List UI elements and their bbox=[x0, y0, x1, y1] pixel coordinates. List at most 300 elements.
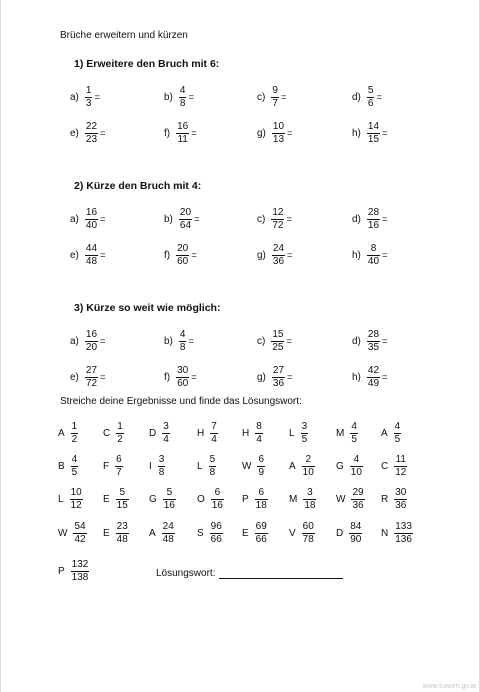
fraction bbox=[272, 244, 285, 267]
fraction bbox=[158, 455, 166, 478]
fraction bbox=[176, 366, 189, 389]
solution-letter: M bbox=[289, 494, 298, 505]
fraction-denominator: 9 bbox=[258, 467, 265, 478]
fraction-numerator: 42 bbox=[367, 365, 380, 376]
equals-sign: = bbox=[280, 92, 287, 103]
fraction bbox=[176, 244, 189, 267]
fraction-denominator: 18 bbox=[304, 500, 316, 511]
fraction bbox=[394, 422, 402, 445]
fraction-denominator: 64 bbox=[179, 220, 192, 231]
fraction-numerator: 15 bbox=[272, 329, 284, 340]
fraction-numerator: 96 bbox=[210, 521, 222, 532]
equals-sign: = bbox=[286, 336, 293, 347]
equals-sign: = bbox=[191, 372, 197, 383]
exercise-label: b) bbox=[164, 336, 173, 347]
fraction-denominator: 72 bbox=[85, 378, 98, 389]
fraction-denominator: 7 bbox=[116, 467, 122, 478]
fraction-denominator: 15 bbox=[367, 134, 380, 145]
fraction bbox=[367, 122, 380, 145]
section-heading: 2) Kürze den Bruch mit 4: bbox=[74, 180, 202, 192]
fraction bbox=[211, 488, 224, 511]
solution-pair bbox=[197, 422, 218, 445]
solution-pair bbox=[242, 455, 265, 478]
fraction bbox=[349, 522, 362, 545]
fraction-denominator: 16 bbox=[367, 220, 380, 231]
solution-pair bbox=[103, 522, 129, 545]
equals-sign: = bbox=[100, 214, 106, 225]
fraction bbox=[85, 208, 98, 231]
fraction bbox=[176, 122, 189, 145]
fraction-numerator: 28 bbox=[367, 207, 380, 218]
fraction bbox=[85, 86, 93, 109]
fraction bbox=[367, 330, 380, 353]
fraction bbox=[179, 208, 192, 231]
exercise-label: c) bbox=[257, 92, 266, 103]
solution-pair bbox=[197, 522, 223, 545]
fraction-denominator: 5 bbox=[71, 467, 78, 478]
fraction bbox=[255, 488, 268, 511]
solution-letter: A bbox=[289, 461, 296, 472]
fraction bbox=[85, 330, 98, 353]
fraction-denominator: 23 bbox=[85, 134, 98, 145]
exercise-item bbox=[352, 86, 382, 109]
solution-pair bbox=[242, 522, 268, 545]
solution-pair bbox=[381, 488, 407, 511]
fraction-denominator: 15 bbox=[116, 500, 128, 511]
fraction-numerator: 1 bbox=[71, 421, 78, 432]
answer-line bbox=[219, 568, 343, 579]
fraction-numerator: 6 bbox=[258, 454, 265, 465]
solution-letter: E bbox=[103, 494, 110, 505]
fraction-denominator: 6 bbox=[367, 98, 374, 109]
equals-sign: = bbox=[100, 372, 106, 383]
fraction bbox=[115, 455, 123, 478]
fraction-denominator: 7 bbox=[272, 98, 278, 109]
exercise-item bbox=[70, 244, 106, 267]
fraction-denominator: 40 bbox=[367, 256, 380, 267]
fraction-numerator: 27 bbox=[85, 365, 98, 376]
fraction bbox=[272, 366, 285, 389]
solution-pair bbox=[103, 422, 124, 445]
answer-label: Lösungswort: bbox=[156, 568, 216, 579]
fraction-numerator: 30 bbox=[395, 487, 407, 498]
fraction bbox=[85, 366, 98, 389]
solution-pair bbox=[242, 488, 268, 511]
solution-pair bbox=[197, 488, 224, 511]
fraction-numerator: 132 bbox=[71, 559, 89, 570]
fraction-denominator: 25 bbox=[272, 342, 284, 353]
exercise-label: d) bbox=[352, 336, 361, 347]
exercise-item bbox=[164, 244, 197, 267]
solution-letter: G bbox=[149, 494, 157, 505]
exercise-label: g) bbox=[257, 372, 266, 383]
fraction bbox=[394, 455, 407, 478]
solution-letter: C bbox=[103, 428, 111, 439]
exercise-item bbox=[257, 244, 293, 267]
fraction bbox=[301, 422, 309, 445]
exercise-label: a) bbox=[70, 92, 79, 103]
fraction-numerator: 5 bbox=[367, 85, 374, 96]
solution-pair bbox=[103, 488, 129, 511]
answer-row bbox=[156, 568, 343, 579]
solution-pair bbox=[58, 455, 78, 478]
fraction bbox=[179, 330, 187, 353]
fraction-denominator: 90 bbox=[350, 534, 362, 545]
fraction bbox=[367, 86, 375, 109]
fraction-numerator: 1 bbox=[85, 85, 92, 96]
fraction-denominator: 8 bbox=[209, 467, 216, 478]
equals-sign: = bbox=[376, 92, 383, 103]
exercise-item bbox=[70, 366, 106, 389]
exercise-label: f) bbox=[164, 372, 171, 383]
solution-pair bbox=[197, 455, 216, 478]
solution-letter: P bbox=[58, 566, 65, 577]
fraction-numerator: 5 bbox=[209, 454, 216, 465]
equals-sign: = bbox=[286, 214, 293, 225]
fraction bbox=[179, 86, 187, 109]
exercise-label: f) bbox=[164, 128, 171, 139]
equals-sign: = bbox=[100, 250, 106, 261]
fraction-numerator: 14 bbox=[367, 121, 380, 132]
fraction bbox=[73, 522, 86, 545]
equals-sign: = bbox=[382, 372, 388, 383]
solution-letter: B bbox=[58, 461, 65, 472]
fraction-denominator: 42 bbox=[74, 534, 86, 545]
fraction-numerator: 8 bbox=[370, 243, 377, 254]
exercise-label: e) bbox=[70, 250, 79, 261]
fraction bbox=[302, 522, 315, 545]
fraction-numerator: 4 bbox=[353, 454, 360, 465]
equals-sign: = bbox=[94, 92, 101, 103]
exercise-label: d) bbox=[352, 214, 361, 225]
equals-sign: = bbox=[382, 128, 388, 139]
fraction-denominator: 36 bbox=[272, 378, 285, 389]
exercise-item bbox=[164, 122, 197, 145]
exercise-item bbox=[352, 244, 388, 267]
fraction bbox=[255, 522, 268, 545]
exercise-item bbox=[70, 330, 106, 353]
solution-pair bbox=[149, 522, 175, 545]
solution-pair bbox=[289, 488, 316, 511]
fraction bbox=[367, 244, 380, 267]
fraction bbox=[71, 455, 79, 478]
fraction-denominator: 12 bbox=[70, 500, 82, 511]
exercise-item bbox=[70, 86, 100, 109]
fraction-denominator: 13 bbox=[272, 134, 285, 145]
fraction bbox=[303, 488, 316, 511]
fraction-denominator: 5 bbox=[394, 434, 401, 445]
fraction-numerator: 44 bbox=[85, 243, 98, 254]
fraction bbox=[367, 208, 380, 231]
equals-sign: = bbox=[100, 128, 106, 139]
solution-pair bbox=[58, 522, 87, 545]
fraction-denominator: 10 bbox=[350, 467, 362, 478]
fraction bbox=[70, 488, 83, 511]
exercise-item bbox=[257, 208, 292, 231]
fraction-numerator: 11 bbox=[395, 454, 406, 465]
exercise-item bbox=[257, 366, 293, 389]
exercise-label: e) bbox=[70, 372, 79, 383]
solution-pair bbox=[336, 422, 358, 445]
fraction bbox=[71, 560, 90, 583]
fraction-numerator: 54 bbox=[74, 521, 86, 532]
fraction-numerator: 6 bbox=[214, 487, 221, 498]
fraction-numerator: 29 bbox=[352, 487, 364, 498]
exercise-label: b) bbox=[164, 92, 173, 103]
exercise-item bbox=[257, 122, 293, 145]
fraction bbox=[351, 488, 364, 511]
solution-letter: D bbox=[149, 428, 157, 439]
equals-sign: = bbox=[194, 214, 200, 225]
fraction bbox=[350, 455, 363, 478]
solution-letter: S bbox=[197, 528, 204, 539]
fraction-denominator: 8 bbox=[158, 467, 165, 478]
fraction-numerator: 16 bbox=[85, 329, 98, 340]
exercise-item bbox=[164, 86, 194, 109]
fraction-denominator: 5 bbox=[301, 434, 308, 445]
fraction bbox=[302, 455, 315, 478]
fraction-numerator: 24 bbox=[272, 243, 285, 254]
solution-pair bbox=[336, 488, 365, 511]
solution-pair bbox=[58, 488, 83, 511]
solution-letter: A bbox=[149, 528, 156, 539]
fraction-denominator: 3 bbox=[85, 98, 92, 109]
exercise-label: a) bbox=[70, 214, 79, 225]
solution-letter: C bbox=[381, 461, 389, 472]
fraction-numerator: 24 bbox=[162, 521, 174, 532]
exercise-item bbox=[70, 122, 106, 145]
fraction bbox=[116, 522, 129, 545]
fraction-denominator: 18 bbox=[255, 500, 267, 511]
fraction bbox=[367, 366, 380, 389]
fraction-denominator: 138 bbox=[71, 572, 89, 583]
fraction-numerator: 22 bbox=[85, 121, 98, 132]
fraction-denominator: 5 bbox=[351, 434, 357, 445]
fraction-denominator: 136 bbox=[395, 534, 412, 545]
fraction bbox=[257, 455, 265, 478]
solution-letter: H bbox=[197, 428, 205, 439]
solution-letter: W bbox=[242, 461, 252, 472]
solution-letter: D bbox=[336, 528, 344, 539]
fraction-denominator: 48 bbox=[116, 534, 128, 545]
exercise-label: g) bbox=[257, 250, 266, 261]
fraction-denominator: 48 bbox=[85, 256, 98, 267]
fraction-numerator: 3 bbox=[158, 454, 165, 465]
fraction-numerator: 4 bbox=[71, 454, 78, 465]
fraction-denominator: 10 bbox=[302, 467, 314, 478]
exercise-label: d) bbox=[352, 92, 361, 103]
equals-sign: = bbox=[287, 372, 293, 383]
solution-pair bbox=[242, 422, 263, 445]
fraction-numerator: 10 bbox=[272, 121, 285, 132]
section-heading: 1) Erweitere den Bruch mit 6: bbox=[74, 58, 220, 70]
fraction-numerator: 20 bbox=[177, 243, 189, 254]
equals-sign: = bbox=[188, 336, 195, 347]
solution-letter: A bbox=[58, 428, 65, 439]
fraction-denominator: 4 bbox=[211, 434, 217, 445]
fraction-denominator: 35 bbox=[367, 342, 380, 353]
solution-letter: E bbox=[242, 528, 249, 539]
fraction-denominator: 2 bbox=[71, 434, 78, 445]
fraction-numerator: 12 bbox=[272, 207, 284, 218]
exercise-label: h) bbox=[352, 250, 361, 261]
exercise-item bbox=[257, 86, 286, 109]
solution-letter: N bbox=[381, 528, 389, 539]
fraction-denominator: 78 bbox=[302, 534, 314, 545]
solution-pair bbox=[289, 455, 315, 478]
fraction-numerator: 30 bbox=[177, 365, 189, 376]
solution-letter: A bbox=[381, 428, 388, 439]
exercise-item bbox=[164, 366, 197, 389]
fraction-numerator: 6 bbox=[116, 454, 122, 465]
fraction-numerator: 23 bbox=[116, 521, 128, 532]
exercise-label: e) bbox=[70, 128, 79, 139]
solution-letter: L bbox=[289, 428, 295, 439]
solution-letter: F bbox=[103, 461, 110, 472]
fraction-numerator: 4 bbox=[351, 421, 357, 432]
exercise-label: c) bbox=[257, 336, 266, 347]
solution-pair bbox=[336, 455, 363, 478]
fraction-numerator: 6 bbox=[258, 487, 265, 498]
solution-pair bbox=[381, 522, 413, 545]
exercise-item bbox=[352, 122, 388, 145]
fraction-denominator: 36 bbox=[352, 500, 364, 511]
fraction-numerator: 7 bbox=[211, 421, 217, 432]
exercise-label: c) bbox=[257, 214, 266, 225]
fraction-denominator: 2 bbox=[117, 434, 123, 445]
fraction-numerator: 10 bbox=[70, 487, 82, 498]
equals-sign: = bbox=[287, 128, 293, 139]
fraction-denominator: 16 bbox=[163, 500, 175, 511]
fraction-numerator: 4 bbox=[179, 329, 186, 340]
solution-letter: V bbox=[289, 528, 296, 539]
fraction-numerator: 16 bbox=[177, 121, 189, 132]
solution-letter: W bbox=[58, 528, 68, 539]
exercise-label: b) bbox=[164, 214, 173, 225]
fraction bbox=[85, 244, 98, 267]
fraction-numerator: 20 bbox=[179, 207, 192, 218]
fraction-denominator: 8 bbox=[179, 98, 186, 109]
fraction bbox=[71, 422, 79, 445]
fraction-numerator: 3 bbox=[301, 421, 308, 432]
fraction-denominator: 4 bbox=[163, 434, 169, 445]
exercise-item bbox=[164, 330, 194, 353]
solution-pair bbox=[289, 522, 315, 545]
page-border-left bbox=[0, 0, 1, 692]
fraction-numerator: 133 bbox=[395, 521, 412, 532]
fraction bbox=[209, 455, 217, 478]
solution-letter: G bbox=[336, 461, 344, 472]
fraction-denominator: 60 bbox=[177, 378, 189, 389]
fraction-denominator: 36 bbox=[395, 500, 407, 511]
exercise-item bbox=[352, 366, 388, 389]
fraction-denominator: 66 bbox=[210, 534, 222, 545]
fraction-denominator: 8 bbox=[179, 342, 186, 353]
equals-sign: = bbox=[188, 92, 195, 103]
fraction bbox=[85, 122, 98, 145]
exercise-item bbox=[164, 208, 200, 231]
fraction-numerator: 2 bbox=[305, 454, 312, 465]
exercise-label: a) bbox=[70, 336, 79, 347]
fraction bbox=[272, 122, 285, 145]
solution-letter: O bbox=[197, 494, 205, 505]
fraction-numerator: 9 bbox=[272, 85, 278, 96]
solution-pair bbox=[149, 455, 165, 478]
exercise-label: f) bbox=[164, 250, 171, 261]
fraction-denominator: 12 bbox=[395, 467, 407, 478]
fraction-denominator: 16 bbox=[211, 500, 223, 511]
fraction-numerator: 69 bbox=[255, 521, 267, 532]
fraction bbox=[271, 208, 284, 231]
equals-sign: = bbox=[287, 250, 293, 261]
fraction-numerator: 4 bbox=[394, 421, 401, 432]
solution-pair bbox=[103, 455, 123, 478]
instruction-text: Streiche deine Ergebnisse und finde das Lösungswort: bbox=[60, 396, 302, 407]
solution-pair bbox=[149, 422, 170, 445]
exercise-item bbox=[257, 330, 292, 353]
fraction-numerator: 60 bbox=[302, 521, 314, 532]
fraction bbox=[163, 488, 176, 511]
solution-pair bbox=[381, 455, 407, 478]
solution-letter: H bbox=[242, 428, 250, 439]
fraction-denominator: 60 bbox=[177, 256, 189, 267]
solution-pair bbox=[289, 422, 308, 445]
equals-sign: = bbox=[191, 250, 197, 261]
fraction-denominator: 4 bbox=[256, 434, 262, 445]
exercise-label: h) bbox=[352, 128, 361, 139]
worksheet-title: Brüche erweitern und kürzen bbox=[60, 30, 188, 41]
solution-pair bbox=[58, 422, 78, 445]
equals-sign: = bbox=[382, 336, 388, 347]
fraction bbox=[162, 422, 170, 445]
solution-pair bbox=[336, 522, 362, 545]
fraction-numerator: 3 bbox=[163, 421, 169, 432]
fraction bbox=[271, 330, 284, 353]
watermark: www.tuwien.gv.at bbox=[422, 683, 476, 690]
equals-sign: = bbox=[382, 250, 388, 261]
solution-letter: W bbox=[336, 494, 346, 505]
exercise-label: h) bbox=[352, 372, 361, 383]
fraction bbox=[350, 422, 358, 445]
fraction-denominator: 20 bbox=[85, 342, 98, 353]
solution-letter: M bbox=[336, 428, 345, 439]
solution-pair bbox=[381, 422, 401, 445]
fraction-denominator: 48 bbox=[162, 534, 174, 545]
solution-pair bbox=[58, 560, 89, 583]
equals-sign: = bbox=[191, 128, 197, 139]
fraction-denominator: 40 bbox=[85, 220, 98, 231]
fraction-numerator: 27 bbox=[272, 365, 285, 376]
solution-letter: I bbox=[149, 461, 152, 472]
fraction-denominator: 49 bbox=[367, 378, 380, 389]
fraction bbox=[162, 522, 175, 545]
equals-sign: = bbox=[382, 214, 388, 225]
fraction-numerator: 84 bbox=[350, 521, 362, 532]
solution-pair bbox=[149, 488, 176, 511]
fraction-denominator: 36 bbox=[272, 256, 285, 267]
solution-letter: R bbox=[381, 494, 389, 505]
fraction bbox=[210, 422, 218, 445]
section-heading: 3) Kürze so weit wie möglich: bbox=[74, 302, 221, 314]
solution-letter: L bbox=[58, 494, 64, 505]
fraction bbox=[116, 422, 124, 445]
fraction-numerator: 28 bbox=[367, 329, 380, 340]
solution-letter: P bbox=[242, 494, 249, 505]
equals-sign: = bbox=[100, 336, 106, 347]
fraction-numerator: 5 bbox=[119, 487, 126, 498]
fraction-numerator: 1 bbox=[117, 421, 123, 432]
fraction bbox=[394, 522, 413, 545]
